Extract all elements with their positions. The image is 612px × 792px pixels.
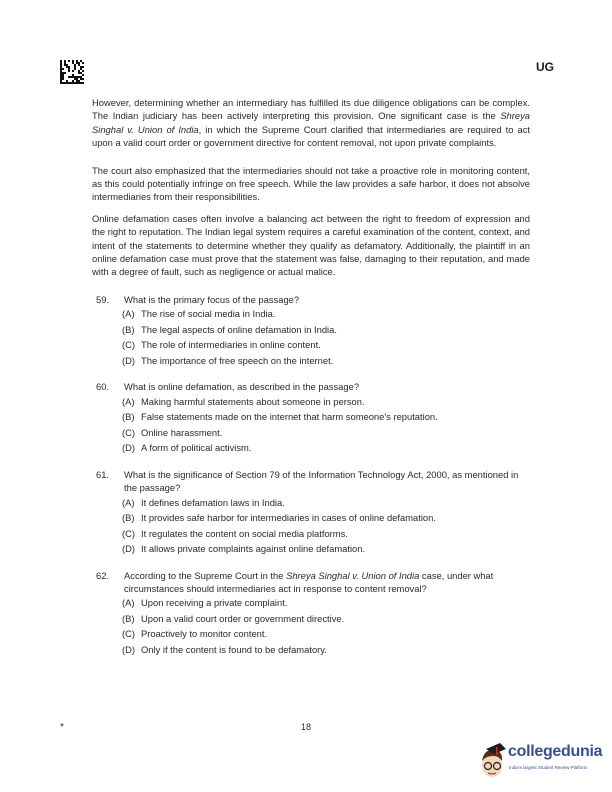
question-number: 60. <box>96 381 110 393</box>
question-text <box>124 468 530 495</box>
datamatrix-cell <box>80 78 82 80</box>
question-item <box>92 380 530 455</box>
page-number: 18 <box>300 722 311 732</box>
text-run: The court also emphasized that the intermediaries should not take a proactive role in monitoring content, as this could potentially infringe on free speech. While the law provides a safe harbor, it does not absolve intermediaries from their responsibilities. <box>92 164 530 203</box>
case-name: Shreya Singhal v. Union of India <box>92 110 530 135</box>
datamatrix-cell <box>64 62 66 64</box>
answer-option[interactable] <box>122 322 530 338</box>
option-letter: (B) <box>122 411 135 423</box>
text-run: case, under what circumstances should intermediaries act in response to content removal? <box>124 569 494 594</box>
datamatrix-cell <box>80 60 82 62</box>
reading-passage <box>92 96 530 279</box>
option-text: The importance of free speech on the internet. <box>141 354 334 366</box>
datamatrix-cell <box>60 76 62 78</box>
datamatrix-cell <box>68 70 70 72</box>
datamatrix-cell <box>82 74 84 76</box>
question-number: 61. <box>96 468 110 480</box>
answer-option[interactable] <box>122 595 530 611</box>
datamatrix-cell <box>82 66 84 68</box>
datamatrix-cell <box>66 66 68 68</box>
answer-option[interactable] <box>122 611 530 627</box>
question-number: 59. <box>96 293 110 305</box>
question-item <box>92 293 530 368</box>
answer-option[interactable] <box>122 425 530 441</box>
option-text: It provides safe harbor for intermediaries in cases of online defamation. <box>141 512 436 523</box>
question-text <box>124 569 530 596</box>
datamatrix-cell <box>64 82 66 84</box>
datamatrix-cell <box>72 62 74 64</box>
option-list <box>92 394 530 456</box>
option-text: A form of political activism. <box>141 442 252 454</box>
option-text: Only if the content is found to be defamatory. <box>141 643 327 655</box>
question-number: 62. <box>96 569 110 581</box>
datamatrix-cell <box>78 62 80 64</box>
datamatrix-cell <box>76 60 78 62</box>
option-letter: (D) <box>122 543 136 554</box>
option-list <box>92 306 530 368</box>
datamatrix-cell <box>62 82 64 84</box>
option-letter: (C) <box>122 339 136 351</box>
datamatrix-cell <box>78 70 80 72</box>
option-letter: (A) <box>122 496 135 508</box>
datamatrix-cell <box>80 72 82 74</box>
logo-wordmark: collegedunia <box>508 743 603 760</box>
answer-option[interactable] <box>122 495 530 511</box>
datamatrix-cell <box>74 64 76 66</box>
text-run: According to the Supreme Court in the <box>124 569 287 581</box>
datamatrix-cell <box>78 82 80 84</box>
question-text <box>124 293 530 306</box>
passage-paragraph <box>92 164 530 204</box>
datamatrix-cell <box>72 70 74 72</box>
datamatrix-cell <box>60 74 62 76</box>
datamatrix-cell <box>60 78 62 80</box>
datamatrix-cell <box>62 74 64 76</box>
datamatrix-cell <box>82 62 84 64</box>
text-run: Online defamation cases often involve a balancing act between the right to freedom of expression and the right to reputation. The Indian legal system requires a careful examination of the content, context, and intent of the statements to determine whether they qualify as defamatory. Additionally, the plaintiff in an online defamation case must prove that the statement was false, damaging to their reputation, and made with a degree of fault, such as negligence or actual malice. <box>92 212 530 278</box>
option-letter: (D) <box>122 442 136 454</box>
datamatrix-cell <box>62 72 64 74</box>
datamatrix-cell <box>74 78 76 80</box>
option-letter: (D) <box>122 354 136 366</box>
datamatrix-cell <box>80 66 82 68</box>
answer-option[interactable] <box>122 337 530 353</box>
datamatrix-cell <box>68 82 70 84</box>
datamatrix-code-icon <box>60 60 84 84</box>
collegedunia-logo[interactable] <box>478 741 610 785</box>
datamatrix-cell <box>66 80 68 82</box>
datamatrix-cell <box>80 68 82 70</box>
datamatrix-cell <box>72 76 74 78</box>
datamatrix-cell <box>82 78 84 80</box>
datamatrix-cell <box>68 76 70 78</box>
datamatrix-cell <box>78 76 80 78</box>
answer-option[interactable] <box>122 626 530 642</box>
option-letter: (B) <box>122 612 135 624</box>
option-letter: (C) <box>122 426 136 438</box>
text-run: However, determining whether an intermediary has fulfilled its due diligence obligations can be complex. The Indian judiciary has been actively interpreting this provision. One significant case is the <box>92 97 530 122</box>
answer-option[interactable] <box>122 409 530 425</box>
text-run: What is the primary focus of the passage? <box>124 293 300 305</box>
datamatrix-cell <box>60 62 62 64</box>
datamatrix-cell <box>68 68 70 70</box>
datamatrix-cell <box>76 82 78 84</box>
datamatrix-cell <box>74 66 76 68</box>
datamatrix-cell <box>68 66 70 68</box>
student-mascot-icon <box>478 741 508 783</box>
answer-option[interactable] <box>122 510 530 526</box>
datamatrix-cell <box>68 60 70 62</box>
datamatrix-cell <box>72 80 74 82</box>
datamatrix-cell <box>66 82 68 84</box>
datamatrix-cell <box>70 82 72 84</box>
option-text: Making harmful statements about someone in person. <box>141 395 365 407</box>
option-text: False statements made on the internet that harm someone's reputation. <box>141 411 438 423</box>
question-item <box>92 468 530 557</box>
option-letter: (C) <box>122 628 136 640</box>
option-letter: (A) <box>122 597 135 609</box>
question-item <box>92 569 530 658</box>
answer-option[interactable] <box>122 394 530 410</box>
datamatrix-cell <box>76 78 78 80</box>
datamatrix-cell <box>64 72 66 74</box>
case-name: Shreya Singhal v. Union of India <box>286 569 420 581</box>
question-stem <box>92 380 530 393</box>
datamatrix-cell <box>72 82 74 84</box>
footer-star: * <box>60 722 64 733</box>
datamatrix-cell <box>62 76 64 78</box>
passage-paragraph <box>92 96 530 150</box>
datamatrix-cell <box>78 80 80 82</box>
option-letter: (D) <box>122 643 136 655</box>
text-run: , in which the Supreme Court clarified that intermediaries are required to act upon a valid court order or government directive for content removal, not upon private complaints. <box>92 123 531 149</box>
option-text: It regulates the content on social media platforms. <box>141 527 348 539</box>
datamatrix-cell <box>66 64 68 66</box>
option-text: The role of intermediaries in online content. <box>141 339 321 351</box>
option-text: The rise of social media in India. <box>141 308 276 320</box>
datamatrix-cell <box>72 74 74 76</box>
question-list <box>92 293 530 657</box>
answer-option[interactable] <box>122 541 530 557</box>
datamatrix-cell <box>60 70 62 72</box>
passage-paragraph <box>92 212 530 279</box>
question-text <box>124 380 530 393</box>
datamatrix-cell <box>82 82 84 84</box>
option-text: Upon receiving a private complaint. <box>141 597 288 609</box>
datamatrix-cell <box>74 82 76 84</box>
datamatrix-cell <box>80 82 82 84</box>
answer-option[interactable] <box>122 440 530 456</box>
option-letter: (B) <box>122 323 135 335</box>
option-letter: (A) <box>122 308 135 320</box>
answer-option[interactable] <box>122 642 530 658</box>
datamatrix-cell <box>60 68 62 70</box>
datamatrix-cell <box>64 60 66 62</box>
option-list <box>92 595 530 657</box>
question-stem <box>92 293 530 306</box>
question-stem <box>92 468 530 495</box>
datamatrix-cell <box>62 68 64 70</box>
option-list <box>92 495 530 557</box>
datamatrix-cell <box>80 76 82 78</box>
datamatrix-cell <box>60 72 62 74</box>
datamatrix-cell <box>60 64 62 66</box>
page-content <box>92 96 530 669</box>
datamatrix-cell <box>78 72 80 74</box>
answer-option[interactable] <box>122 353 530 369</box>
logo-tagline: India's largest Student Review Platform <box>509 765 588 770</box>
datamatrix-cell <box>60 66 62 68</box>
option-letter: (C) <box>122 527 136 539</box>
datamatrix-cell <box>70 76 72 78</box>
datamatrix-cell <box>60 82 62 84</box>
answer-option[interactable] <box>122 306 530 322</box>
datamatrix-cell <box>74 76 76 78</box>
datamatrix-cell <box>72 60 74 62</box>
option-text: The legal aspects of online defamation in India. <box>141 323 337 335</box>
text-run: What is the significance of Section 79 of the Information Technology Act, 2000, as mentioned in the passage? <box>124 468 519 494</box>
datamatrix-cell <box>76 62 78 64</box>
option-text: Online harassment. <box>141 426 223 438</box>
option-text: It allows private complaints against online defamation. <box>141 543 366 554</box>
option-text: Upon a valid court order or government directive. <box>141 612 345 624</box>
option-letter: (B) <box>122 512 135 523</box>
datamatrix-cell <box>78 64 80 66</box>
option-text: Proactively to monitor content. <box>141 628 268 640</box>
question-stem <box>92 569 530 596</box>
text-run: What is online defamation, as described in the passage? <box>124 381 360 393</box>
datamatrix-cell <box>74 68 76 70</box>
datamatrix-cell <box>76 80 78 82</box>
datamatrix-cell <box>60 80 62 82</box>
datamatrix-cell <box>60 60 62 62</box>
datamatrix-cell <box>82 70 84 72</box>
datamatrix-cell <box>64 64 66 66</box>
answer-option[interactable] <box>122 526 530 542</box>
option-text: It defines defamation laws in India. <box>141 496 285 508</box>
datamatrix-cell <box>62 78 64 80</box>
option-letter: (A) <box>122 395 135 407</box>
level-label: UG <box>536 60 554 74</box>
datamatrix-cell <box>76 76 78 78</box>
